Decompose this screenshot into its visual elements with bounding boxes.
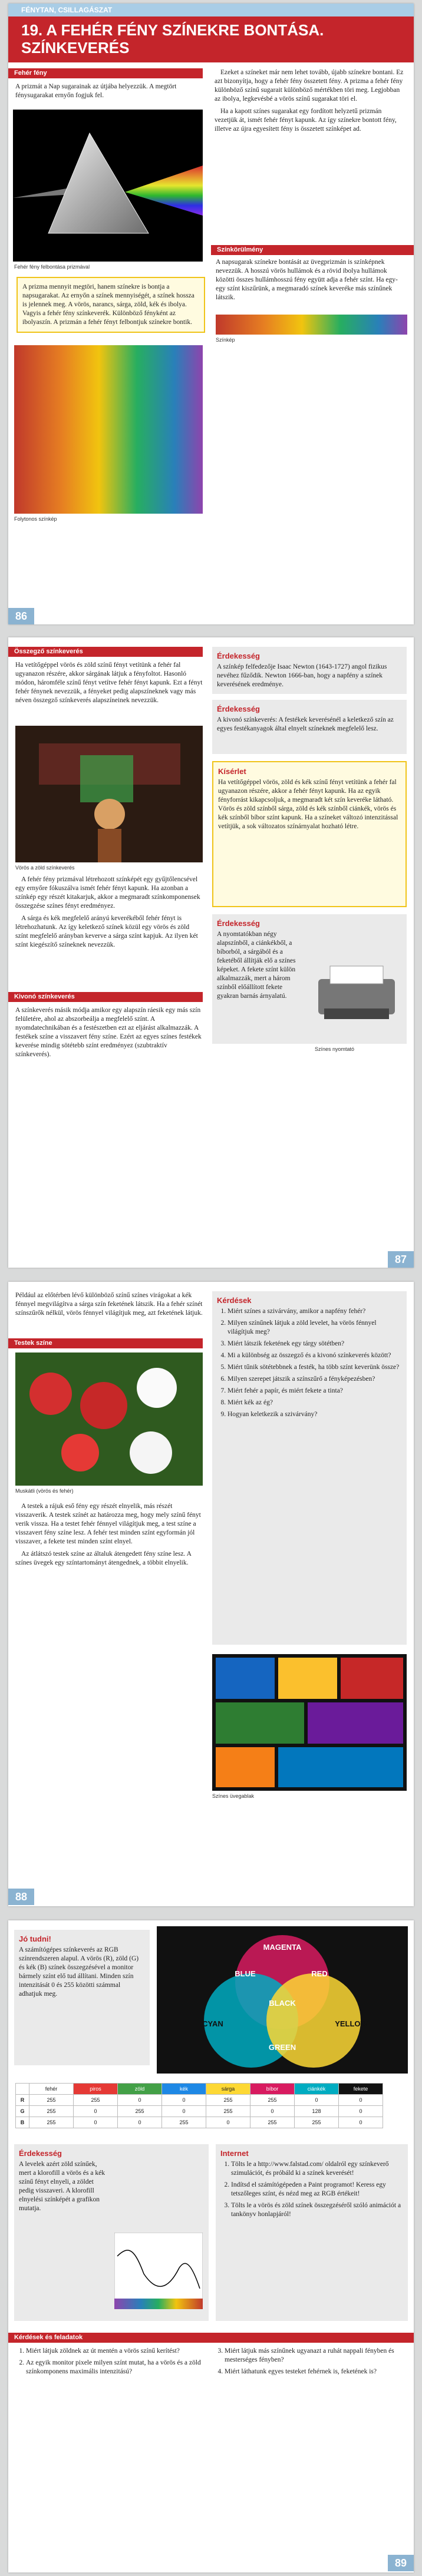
chlorophyll-box (14, 2144, 209, 2321)
section-header-questions: Kérdések és feladatok (8, 2333, 414, 2343)
table-row (16, 2095, 383, 2106)
question-item: 2. Az egyik monitor pixele milyen színt mutat, ha a vörös és a zöld színkomponens maximális intenzitású? (26, 2359, 208, 2376)
good-to-know-title: Jó tudni! (19, 1935, 51, 1943)
body-color-paragraph-1: A testek a rájuk eső fény egy részét elnyelik, más részét visszaverik. A testek színét az határozza meg, hogy mely színű fényt verik vissza. Ha a testet fehér fénnyel világítjuk meg, a test színe a visszavert fény színe lesz. A fehér test minden színt egyformán jól visszaver, a fekete test minden színt elnyel. (15, 1503, 201, 1545)
table-header-cell: ciánkék (295, 2084, 339, 2095)
chlorophyll-title: Érdekesség (19, 2149, 62, 2158)
title-bar (8, 16, 414, 62)
table-cell: 0 (162, 2106, 206, 2117)
printer-caption: Színes nyomtató (315, 1046, 355, 1052)
table-cell: 255 (29, 2117, 74, 2128)
table-header-cell: bíbor (250, 2084, 295, 2095)
table-cell: 0 (250, 2106, 295, 2117)
intro-paragraph: A prizmát a Nap sugarainak az útjába helyezzük. A megtört fénysugarakat ernyőn fogjuk fel. (15, 83, 177, 99)
chapter-label: FÉNYTAN, CSILLAGÁSZAT (21, 6, 113, 14)
spectrum-caption: Színkép (216, 337, 235, 343)
paragraph-3: A sárga és kék megfelelő arányú keverékéből fehér fényt is létrehozhatunk. Az így keletkező színek közül egy vörös és zöld színt megfelelő arányban keverve a sárga színt kapjuk. Az ilyen két színt kiegészítő színeknek nevezzük. (15, 915, 198, 948)
section-header-white-light: Fehér fény (8, 68, 203, 78)
highlighted-box: A prizma mennyit megtöri, hanem színekre is bontja a napsugarakat. Az ernyőn a színek mennyiségét, a színek hossza is jelennek meg. A vörös, narancs, sárga, zöld, kék és ibolya. Vagyis a fehér fény színkeverék. Különböző fényként az ibolyaszín. A prizmán a fehér fényt felbontjuk színekre bontik. (17, 277, 205, 333)
row-label: G (16, 2106, 29, 2117)
body-color-text (15, 1502, 203, 1571)
table-cell: 255 (206, 2095, 250, 2106)
internet-title: Internet (220, 2149, 249, 2158)
experiment-title: Kísérlet (218, 767, 246, 776)
rgb-venn-diagram (157, 1926, 408, 2074)
question-item: 7. Miért fehér a papír, és miért fekete a tinta? (228, 1387, 402, 1396)
table-header-cell: sárga (206, 2084, 250, 2095)
venn-label: BLACK (269, 1999, 296, 2008)
body-color-paragraph-2: Az átlátszó testek színe az általuk átengedett fény színe lesz. A színes üvegek egy színtartományt átengednek, a többit elnyelik. (15, 1550, 192, 1566)
internet-box (216, 2144, 408, 2321)
table-cell: 255 (250, 2117, 295, 2128)
venn-label: RED (311, 1969, 328, 1978)
chapter-bar (8, 4, 414, 16)
question-item: 2. Milyen színűnek látjuk a zöld levelet, ha vörös fénnyel világítjuk meg? (228, 1319, 402, 1337)
good-to-know-text: A számítógépes színkeverés az RGB színrendszeren alapul. A vörös (R), zöld (G) és kék (B) színek összegzésével a monitor bármely színt elő tud állítani. Minden szín intenzitását 0 és 255 közötti számmal adhatjuk meg. (19, 1946, 139, 1998)
mixing-photo (15, 726, 203, 862)
table-corner (16, 2084, 29, 2095)
printer-image (312, 961, 401, 1026)
page-87 (8, 637, 414, 1268)
fact-box-1 (212, 647, 407, 694)
table-cell: 0 (74, 2106, 118, 2117)
venn-label: BLUE (235, 1969, 256, 1978)
lesson-title (21, 21, 324, 57)
questions-title: Kérdések (217, 1296, 252, 1305)
venn-label: YELLOW (335, 2019, 368, 2028)
fact-box-1-text: A színkép felfedezője Isaac Newton (1643-1727) angol fizikus nevéhez fűződik. Newton 1666-ban, hogy a napfény a színek keverésének eredménye. (217, 663, 387, 688)
venn-label: CYAN (202, 2019, 223, 2028)
page-number: 89 (388, 2555, 414, 2571)
table-header-cell: kék (162, 2084, 206, 2095)
question-item: 9. Hogyan keletkezik a szivárvány? (228, 1410, 402, 1419)
internet-item: 3. Tölts le a vörös és zöld színek összegzéséről szóló animációt a tankönyv honlapjáról! (231, 2201, 403, 2219)
section-header-subtractive: Kivonó színkeverés (8, 992, 203, 1002)
question-item: 3. Miért látszik feketének egy tárgy sötétben? (228, 1340, 402, 1348)
fact-box-printer (212, 914, 407, 1044)
questions-area (15, 2347, 407, 2379)
left-text-block (15, 875, 203, 953)
internet-list (220, 2160, 403, 2219)
subtractive-paragraph: A színkeverés másik módja amikor egy alapszín ráesik egy más szín felületére, ahol az abszorbeálja a megfelelő színt. A nyomdatechnikában és a festészetben ezt az eljárást alkalmazzák. A festékek színe a visszavert fény színe. Ezért az egyes színes festékek keverése mindig sötétebb színt eredményez (szubtraktív színkeverés). (15, 1007, 202, 1058)
page-number: 87 (388, 1251, 414, 1268)
table-header-cell: zöld (118, 2084, 162, 2095)
table-cell: 0 (339, 2117, 383, 2128)
table-cell: 255 (29, 2095, 74, 2106)
printer-box-title: Érdekesség (217, 919, 260, 928)
table-cell: 0 (206, 2117, 250, 2128)
right-paragraph-2: Ha a kapott színes sugarakat egy fordított helyzetű prizmán vezetjük át, ismét fehér fényt kapunk. Az így színekre bontott fény, illetve az újra egyesített fény is összetett színképet ad. (215, 108, 397, 133)
question-item: 6. Milyen szerepet játszik a színszűrő a fényképezésben? (228, 1375, 402, 1384)
table-cell: 0 (162, 2095, 206, 2106)
question-item: 1. Miért látjuk zöldnek az út mentén a vörös színű kerítést? (26, 2347, 208, 2356)
flower-caption: Muskátli (vörös és fehér) (15, 1488, 74, 1494)
table-cell: 255 (29, 2106, 74, 2117)
mixing-caption: Vörös a zöld színkeverés (15, 865, 75, 871)
paragraph-2: A fehér fény prizmával létrehozott színképét egy gyűjtőlencsével egy ernyőre fókuszálva ismét fehér fényt kapunk. Ha azonban a színkép egy részét kitakarjuk, akkor a megmaradt színkomponensek összegzése színes fényt eredményez. (15, 876, 200, 910)
section-header-additive: Összegző színkeverés (8, 647, 203, 657)
table-cell: 0 (74, 2117, 118, 2128)
prism-photo (13, 110, 203, 262)
venn-label: GREEN (268, 2043, 296, 2052)
table-cell: 0 (295, 2095, 339, 2106)
row-label: B (16, 2117, 29, 2128)
table-header-cell: piros (74, 2084, 118, 2095)
final-questions-list (15, 2347, 407, 2379)
page-86 (8, 4, 414, 624)
table-header-cell: fehér (29, 2084, 74, 2095)
stained-glass-photo (212, 1654, 407, 1791)
page-number: 88 (8, 1889, 34, 1905)
table-cell: 255 (162, 2117, 206, 2128)
chlorophyll-graph (114, 2233, 203, 2309)
question-item: 1. Miért színes a szivárvány, amikor a napfény fehér? (228, 1307, 402, 1316)
table-cell: 0 (339, 2106, 383, 2117)
experiment-text: Ha vetítőgéppel vörös, zöld és kék színű fényt vetítünk a fehér fal ugyanazon részére, akkor a fehér fényt kapunk. Ha az egyik fényforrást kikapcsoljuk, a megmaradt két szín keveréke látható. Vörös és zöld színből sárga, zöld és kék színből ciánkék, vörös és kék színből bíbor színt kapunk. Ha a színeket változó intenzitással vetítjük, a sok változatos színárnyalat hozható létre. (218, 779, 398, 830)
fact-box-1-title: Érdekesség (217, 652, 260, 660)
title-line-1: 19. A FEHÉR FÉNY SZÍNEKRE BONTÁSA. (21, 21, 324, 39)
questions-list (217, 1307, 402, 1419)
rainbow-photo (14, 345, 203, 514)
experiment-box (212, 761, 407, 907)
table-row (16, 2106, 383, 2117)
additive-paragraph: Ha vetítőgéppel vörös és zöld színű fényt vetítünk a fehér fal ugyanazon részére, akkor sárgának látjuk a fényfoltot. Hasonló módon, háromféle színű fényt vetítve fehér fényt kapunk. Ezt a fényt fehér fénynek nevezzük, a fényeket pedig alapszíneknek vagy más néven összegző színkeverés alapszíneinek nevezzük. (15, 662, 203, 704)
venn-label: MAGENTA (263, 1943, 302, 1952)
question-item: 4. Mi a különbség az összegző és a kivonó színkeverés között? (228, 1351, 402, 1360)
page-89 (8, 1920, 414, 2572)
table-cell: 0 (118, 2095, 162, 2106)
fact-box-2-text: A kivonó színkeverés: A festékek keverésénél a keletkező szín az egyes festékanyagok által elnyelt színeknek megfelelő lesz. (217, 716, 394, 732)
glass-caption: Színes üvegablak (212, 1793, 255, 1799)
table-row (16, 2117, 383, 2128)
table-cell: 255 (295, 2117, 339, 2128)
page-88 (8, 1282, 414, 1906)
rgb-table-wrap (15, 2083, 407, 2128)
title-line-2: SZÍNKEVERÉS (21, 39, 130, 57)
section-header-spectrum: Színkörülmény (211, 245, 414, 255)
table-cell: 255 (250, 2095, 295, 2106)
spectrum-paragraph: A napsugarak színekre bontását az üvegprizmán is színképnek nevezzük. A hosszú vörös hullámok és a rövid ibolya hullámok közötti összes hullámhosszú fény együtt adja a fehér színt. Ha egy-egy színt kiszűrünk, a megmaradó színek keveréke más színűnek látszik. (216, 259, 398, 301)
internet-item: 1. Tölts le a http://www.falstad.com/ oldalról egy színkeverő szimulációt, és próbáld ki a színek keverését! (231, 2160, 403, 2178)
table-cell: 255 (118, 2106, 162, 2117)
table-header-cell: fekete (339, 2084, 383, 2095)
good-to-know-box (14, 1930, 150, 2065)
table-cell: 255 (206, 2106, 250, 2117)
rgb-table (15, 2083, 383, 2128)
internet-item: 2. Indítsd el számítógépeden a Paint programot! Keress egy tetszőleges színt, és nézd meg az RGB értékeit! (231, 2181, 403, 2198)
row-label: R (16, 2095, 29, 2106)
table-cell: 128 (295, 2106, 339, 2117)
flower-photo (15, 1353, 203, 1486)
question-item: 4. Miért láthatunk egyes testeket fehérnek is, feketének is? (225, 2367, 407, 2376)
table-cell: 0 (118, 2117, 162, 2128)
section-header-body-color: Testek színe (8, 1338, 203, 1348)
intro-paragraph: Például az előtérben lévő különböző színű színes virágokat a kék fénnyel megvilágítva a sárga szín feketének látszik. Ha a fehér színét színszűrők nélkül, vörös fénnyel világítjuk meg, azt feketének látjuk. (15, 1292, 203, 1317)
table-cell: 0 (339, 2095, 383, 2106)
fact-box-2 (212, 700, 407, 754)
fact-box-2-title: Érdekesség (217, 705, 260, 713)
question-item: 8. Miért kék az ég? (228, 1398, 402, 1407)
rainbow-caption: Folytonos színkép (14, 516, 57, 522)
question-item: 3. Miért látjuk más színűnek ugyanazt a ruhát nappali fényben és mesterséges fényben? (225, 2347, 407, 2365)
right-paragraph-1: Ezeket a színeket már nem lehet tovább, újabb színekre bontani. Ez azt bizonyítja, hogy a fehér fény összetett fény. A prizma a fehér fény különböző színű sugarait különböző mértékben töri meg. Legjobban az ibolya, legkevésbé a vörös színű sugarakat töri el. (215, 69, 404, 102)
printer-box-text: A nyomtatókban négy alapszínből, a ciánkékből, a bíborból, a sárgából és a feketéből állítják elő a színes képeket. A fekete színt külön alkalmazzák, mert a három színből előállított fekete gyakran barnás árnyalatú. (217, 931, 296, 1000)
prism-caption: Fehér fény felbontása prizmával (14, 264, 90, 270)
table-cell: 255 (74, 2095, 118, 2106)
spectrum-strip (216, 315, 407, 335)
chlorophyll-text: A levelek azért zöld színűek, mert a klorofill a vörös és a kék színű fényt elnyeli, a zöldet pedig visszaveri. A klorofill elnyelési színképét a grafikon mutatja. (19, 2161, 105, 2212)
right-column-text (215, 68, 406, 137)
page-number: 86 (8, 608, 34, 624)
question-item: 5. Miért tűnik sötétebbnek a festék, ha több színt keverünk össze? (228, 1363, 402, 1372)
questions-box (212, 1291, 407, 1645)
